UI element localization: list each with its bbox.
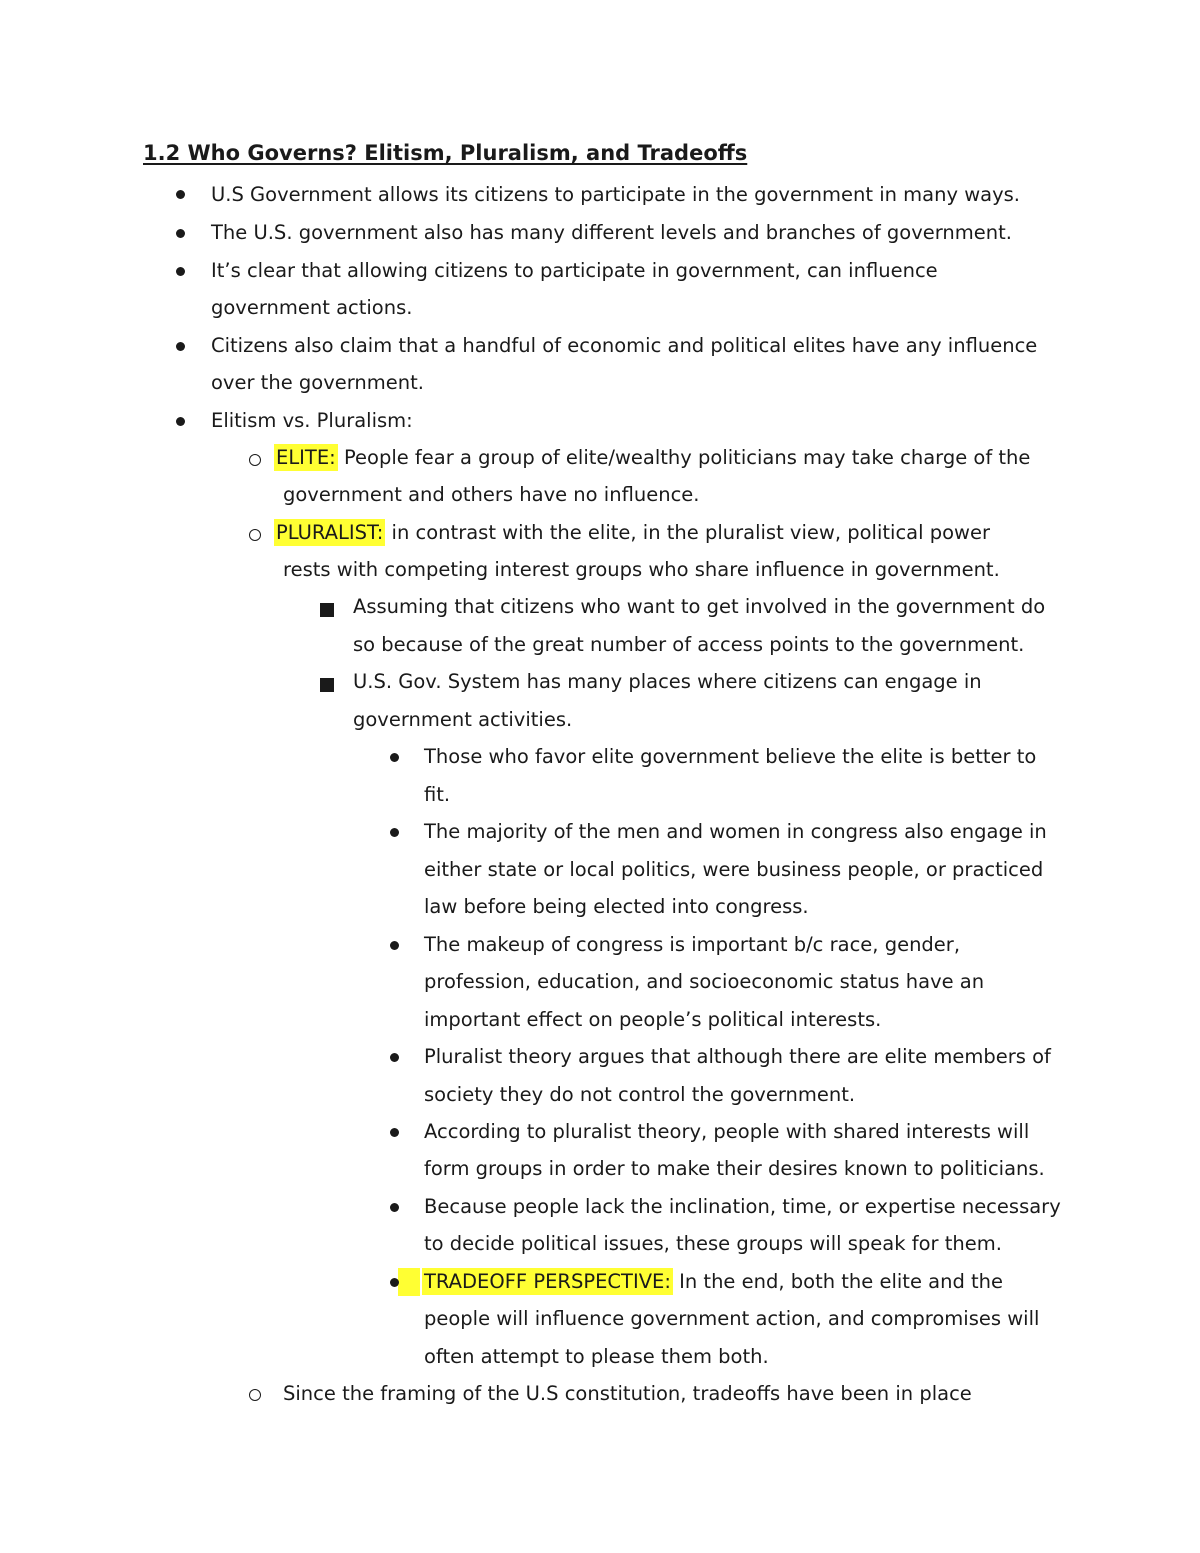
list-item-text: People fear a group of elite/wealthy politicians may take charge of the xyxy=(337,446,1031,469)
list-item-line: The makeup of congress is important b/c race, gender, xyxy=(424,933,961,956)
highlighted-term: PLURALIST: xyxy=(276,521,384,544)
list-item-line: Since the framing of the U.S constitution, tradeoffs have been in place xyxy=(283,1382,972,1405)
bullet-dot-icon xyxy=(390,941,399,950)
bullet-dot-icon xyxy=(176,342,185,351)
bullet-dot-icon xyxy=(176,267,185,276)
list-item-line xyxy=(274,439,1030,477)
list-item-line: Citizens also claim that a handful of economic and political elites have any influence xyxy=(211,334,1038,357)
list-item-line: The U.S. government also has many different levels and branches of government. xyxy=(211,221,1012,244)
list-item-line: rests with competing interest groups who share influence in government. xyxy=(283,558,1000,581)
list-item-line: According to pluralist theory, people with shared interests will xyxy=(424,1120,1030,1143)
list-item-line: government activities. xyxy=(353,708,573,731)
bullet-dot-icon xyxy=(390,1278,399,1287)
bullet-circle-icon xyxy=(249,1389,261,1401)
list-item-line: The majority of the men and women in congress also engage in xyxy=(424,820,1047,843)
bullet-dot-icon xyxy=(390,1203,399,1212)
list-item-line xyxy=(422,1263,1003,1301)
list-item-line: U.S Government allows its citizens to participate in the government in many ways. xyxy=(211,183,1021,206)
list-item-line: Pluralist theory argues that although there are elite members of xyxy=(424,1045,1051,1068)
list-item-line xyxy=(274,514,990,552)
list-item-line: government and others have no influence. xyxy=(283,483,700,506)
list-item-line: profession, education, and socioeconomic status have an xyxy=(424,970,985,993)
bullet-circle-icon xyxy=(249,529,261,541)
list-item-line: so because of the great number of access points to the government. xyxy=(353,633,1025,656)
bullet-dot-icon xyxy=(390,1053,399,1062)
highlighted-term: TRADEOFF PERSPECTIVE: xyxy=(424,1270,671,1293)
highlighted-term: ELITE: xyxy=(276,446,336,469)
list-item-line: either state or local politics, were business people, or practiced xyxy=(424,858,1044,881)
bullet-circle-icon xyxy=(249,454,261,466)
list-item-line: fit. xyxy=(424,783,451,806)
list-item-text: in contrast with the elite, in the pluralist view, political power xyxy=(385,521,991,544)
bullet-dot-icon xyxy=(176,417,185,426)
list-item-line: government actions. xyxy=(211,296,413,319)
list-item-line: form groups in order to make their desires known to politicians. xyxy=(424,1157,1045,1180)
list-item-line: It’s clear that allowing citizens to participate in government, can influence xyxy=(211,259,938,282)
list-item-line: over the government. xyxy=(211,371,424,394)
bullet-square-icon xyxy=(320,678,334,692)
list-item-text: In the end, both the elite and the xyxy=(672,1270,1004,1293)
list-item-line: Those who favor elite government believe the elite is better to xyxy=(424,745,1037,768)
list-item-line: Because people lack the inclination, time, or expertise necessary xyxy=(424,1195,1061,1218)
list-item-line: Assuming that citizens who want to get involved in the government do xyxy=(353,595,1046,618)
highlight-mark xyxy=(398,1268,420,1296)
bullet-dot-icon xyxy=(176,229,185,238)
list-item-line: law before being elected into congress. xyxy=(424,895,809,918)
list-item-line: society they do not control the government. xyxy=(424,1083,856,1106)
page-title: 1.2 Who Governs? Elitism, Pluralism, and Tradeoffs xyxy=(143,141,748,165)
list-item-line: Elitism vs. Pluralism: xyxy=(211,409,413,432)
bullet-dot-icon xyxy=(390,828,399,837)
bullet-dot-icon xyxy=(390,1128,399,1137)
bullet-dot-icon xyxy=(176,190,185,199)
list-item-line: often attempt to please them both. xyxy=(424,1345,769,1368)
bullet-square-icon xyxy=(320,603,334,617)
list-item-line: U.S. Gov. System has many places where citizens can engage in xyxy=(353,670,982,693)
list-item-line: to decide political issues, these groups will speak for them. xyxy=(424,1232,1002,1255)
list-item-line: people will influence government action, and compromises will xyxy=(424,1307,1040,1330)
bullet-dot-icon xyxy=(390,753,399,762)
list-item-line: important effect on people’s political interests. xyxy=(424,1008,882,1031)
